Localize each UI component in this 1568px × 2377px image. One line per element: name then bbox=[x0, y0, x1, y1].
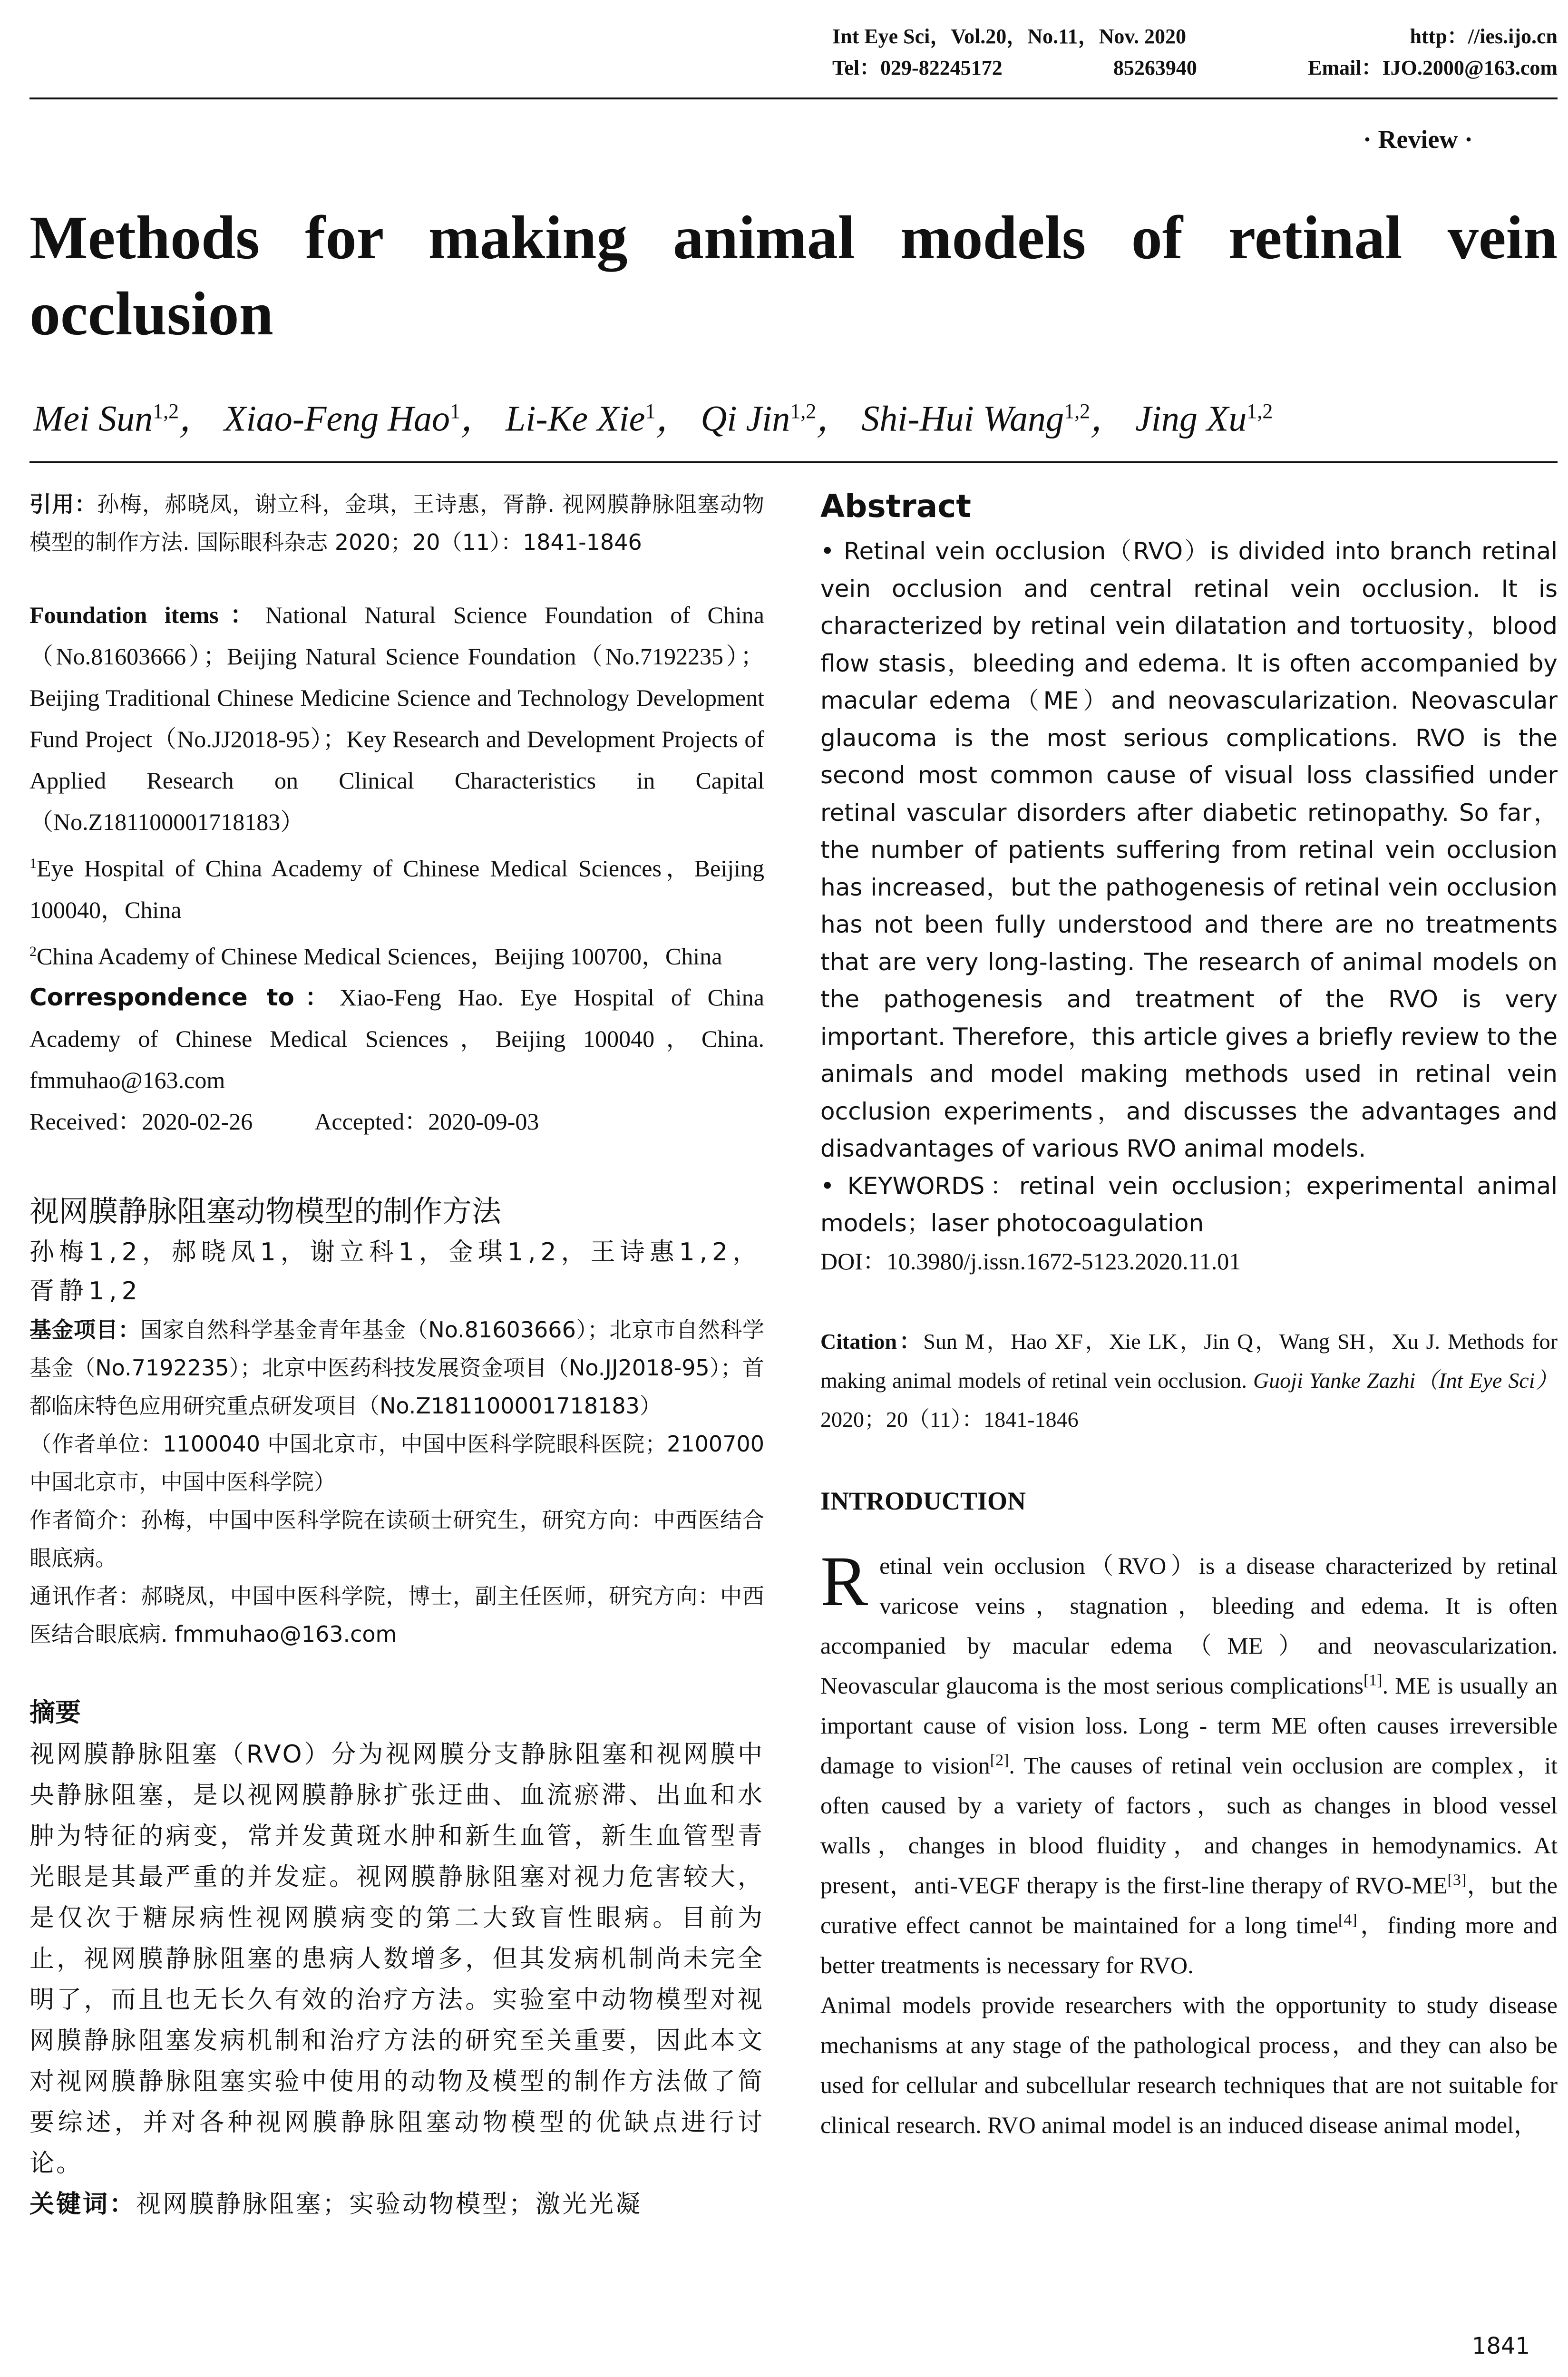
page-number: 1841 bbox=[1471, 2333, 1530, 2359]
doi[interactable]: DOI：10.3980/j.issn.1672-5123.2020.11.01 bbox=[820, 1247, 1241, 1275]
affiliation-2 bbox=[29, 931, 764, 977]
correspondence bbox=[29, 977, 764, 1101]
chinese-authors-line-1: 孙梅1,2，郝晓凤1，谢立科1，金琪1,2，王诗惠1,2， bbox=[29, 1238, 762, 1267]
affiliation-number: 2 bbox=[29, 943, 37, 959]
chinese-foundation-label: 基金项目： bbox=[29, 1317, 140, 1343]
chinese-citation-text: 孙梅，郝晓凤，谢立科，金琪，王诗惠，胥静. 视网膜静脉阻塞动物模型的制作方法. 国际眼科杂志 2020；20（11）：1841-1846 bbox=[29, 491, 765, 555]
reference-link[interactable]: [3] bbox=[1447, 1870, 1467, 1889]
abstract-text: • Retinal vein occlusion（RVO）is divided into branch retinal vein occlusion and central retinal vein occlusion. It is characterized by retinal vein dilatation and tortuosity，blood flow stasis，bleeding and edema. It is often accompanied by macular edema（ME）and neovascularization. Neovascular glaucoma is the most serious complications. RVO is the second most common cause of visual loss classified under retinal vascular disorders after diabetic retinopathy. So far，the number of patients suffering from retinal vein occlusion has increased，but the pathogenesis of retinal vein occlusion has not been fully understood and there are no treatments that are very long-lasting. The research of animal models on the pathogenesis and treatment of the RVO is very important. Therefore，this article gives a briefly review to the animals and model making methods used in retinal vein occlusion experiments，and discusses the advantages and disadvantages of various RVO animal models. bbox=[820, 537, 1558, 1162]
author: Shi-Hui Wang bbox=[861, 399, 1064, 439]
affiliation-1 bbox=[29, 843, 764, 931]
intro-text: . The causes of retinal vein occlusion are complex，it often caused by a variety of factors，such as changes in blood vessel walls，changes in blood fluidity，and changes in hemodynamics. At present，anti-VEGF therapy is the first-line therapy of RVO-ME bbox=[820, 1752, 1558, 1899]
author-affiliation: 1 bbox=[645, 399, 656, 423]
keywords: • KEYWORDS：retinal vein occlusion；experimental animal models；laser photocoagulation bbox=[820, 1172, 1558, 1237]
chinese-corresponding-author: 通讯作者：郝晓凤，中国中医科学院，博士，副主任医师，研究方向：中西医结合眼底病. fmmuhao@163.com bbox=[29, 1583, 764, 1647]
dates bbox=[29, 1101, 764, 1142]
journal-citation: Int Eye Sci，Vol.20，No.11，Nov. 2020 bbox=[832, 25, 1187, 48]
authors-rule bbox=[29, 461, 1558, 463]
author-affiliation: 1,2 bbox=[153, 399, 179, 423]
chinese-author-unit: （作者单位：1100040 中国北京市，中国中医科学院眼科医院；2100700 中国北京市，中国中医科学院） bbox=[29, 1431, 764, 1495]
author: Qi Jin bbox=[701, 399, 790, 439]
chinese-title: 视网膜静脉阻塞动物模型的制作方法 bbox=[29, 1194, 502, 1229]
header-line-2 bbox=[832, 52, 1558, 84]
chinese-citation-label: 引用： bbox=[29, 491, 97, 517]
journal-header bbox=[832, 21, 1558, 84]
affiliation-text: China Academy of Chinese Medical Sciences，Beijing 100700，China bbox=[37, 943, 722, 970]
author-affiliation: 1,2 bbox=[1247, 399, 1273, 423]
abstract-heading: Abstract bbox=[820, 488, 971, 525]
journal-tel: Tel：029-82245172 bbox=[832, 56, 1003, 79]
citation-journal: Guoji Yanke Zazhi（Int Eye Sci） bbox=[1253, 1368, 1558, 1393]
foundation-text: National Natural Science Foundation of China（No.81603666）；Beijing Natural Science Foundation（No.7192235）；Beijing Traditional Chinese Medicine Science and Technology Development Fund Project（No.JJ2018-95）；Key Research and Development Projects of Applied Research on Clinical Characteristics in Capital（No.Z181100001718183） bbox=[29, 602, 764, 835]
accepted-date: Accepted：2020-09-03 bbox=[314, 1108, 539, 1135]
citation bbox=[820, 1322, 1558, 1439]
chinese-foundation-text: 国家自然科学基金青年基金（No.81603666）；北京市自然科学基金（No.7192235）；北京中医药科技发展资金项目（No.JJ2018-95）；首都临床特色应用研究重点研发项目（No.Z181100001718183） bbox=[29, 1317, 765, 1419]
journal-tel-2: 85263940 bbox=[1113, 56, 1197, 79]
correspondence-label: Correspondence to： bbox=[29, 984, 340, 1012]
citation-label: Citation： bbox=[820, 1329, 924, 1354]
header-line-1 bbox=[832, 21, 1558, 52]
right-column bbox=[820, 485, 1558, 2145]
reference-link[interactable]: [4] bbox=[1338, 1910, 1357, 1929]
author-list: Mei Sun$^{1,2}$， Xiao-Feng Hao$^1$， Li-Ke Xie$^1$， Qi Jin$^{1,2}$， Shi-Hui Wang$^{1,2}$， Jing Xu$^{1,2}$ bbox=[33, 399, 1273, 439]
intro-text: . ME is usually an important cause of vision loss. Long - term ME often causes irreversible damage to vision bbox=[820, 1672, 1558, 1779]
article-type: · Review · bbox=[1363, 125, 1473, 154]
foundation-label: Foundation items： bbox=[29, 602, 265, 628]
intro-text: ，but the curative effect cannot be maintained for a long time bbox=[820, 1871, 1558, 1939]
journal-url[interactable]: http：//ies.ijo.cn bbox=[1410, 25, 1558, 48]
affiliation-text: Eye Hospital of China Academy of Chinese Medical Sciences，Beijing 100040，China bbox=[29, 855, 764, 923]
chinese-keywords bbox=[29, 2184, 764, 2225]
author-affiliation: 1,2 bbox=[1064, 399, 1091, 423]
foundation-items bbox=[29, 594, 764, 843]
author: Mei Sun bbox=[33, 399, 153, 439]
introduction-paragraph-1 bbox=[820, 1541, 1558, 1985]
header-rule bbox=[29, 97, 1558, 99]
chinese-abstract: 视网膜静脉阻塞（RVO）分为视网膜分支静脉阻塞和视网膜中央静脉阻塞，是以视网膜静脉扩张迂曲、血流瘀滞、出血和水肿为特征的病变，常并发黄斑水肿和新生血管，新生血管型青光眼是其最严重的并发症。视网膜静脉阻塞对视力危害较大，是仅次于糖尿病性视网膜病变的第二大致盲性眼病。目前为止，视网膜静脉阻塞的患病人数增多，但其发病机制尚未完全明了，而且也无长久有效的治疗方法。实验室中动物模型对视网膜静脉阻塞发病机制和治疗方法的研究至关重要，因此本文对视网膜静脉阻塞实验中使用的动物及模型的制作方法做了简要综述，并对各种视网膜静脉阻塞动物模型的优缺点进行讨论。 bbox=[29, 1740, 764, 2178]
chinese-author-bio: 作者简介：孙梅，中国中医科学院在读硕士研究生，研究方向：中西医结合眼底病。 bbox=[29, 1507, 764, 1571]
chinese-abstract-heading: 摘要 bbox=[29, 1697, 81, 1728]
author-affiliation: 1 bbox=[450, 399, 461, 423]
author-affiliation: 1,2 bbox=[790, 399, 817, 423]
chinese-foundation bbox=[29, 1311, 764, 1425]
drop-cap: R bbox=[820, 1541, 868, 1621]
citation-tail: 2020；20（11）：1841-1846 bbox=[820, 1407, 1079, 1432]
author: Jing Xu bbox=[1135, 399, 1247, 439]
intro-text: etinal vein occlusion（RVO）is a disease characterized by retinal varicose veins，stagnation，bleeding and edema. It is often accompanied by macular edema（ME）and neovascularization. Neovascular glaucoma is the most serious complications bbox=[820, 1552, 1558, 1699]
chinese-authors-line-2: 胥静1,2 bbox=[29, 1277, 142, 1306]
reference-link[interactable]: [1] bbox=[1363, 1671, 1383, 1689]
journal-email[interactable]: Email：IJO.2000@163.com bbox=[1308, 56, 1558, 79]
left-column bbox=[29, 485, 764, 2225]
citation-text: Sun M，Hao XF，Xie LK，Jin Q，Wang SH，Xu J. Methods for making animal models of retinal vein occlusion. bbox=[820, 1329, 1558, 1393]
chinese-citation bbox=[29, 485, 764, 561]
introduction-heading: INTRODUCTION bbox=[820, 1486, 1026, 1515]
intro-text: ，finding more and better treatments is necessary for RVO. bbox=[820, 1911, 1558, 1978]
reference-link[interactable]: [2] bbox=[990, 1751, 1009, 1769]
received-date: Received：2020-02-26 bbox=[29, 1108, 253, 1135]
chinese-keywords-label: 关键词： bbox=[29, 2190, 136, 2219]
author: Xiao-Feng Hao bbox=[224, 399, 450, 439]
article-title: Methods for making animal models of retinal vein occlusion bbox=[29, 204, 1558, 348]
chinese-keywords-text: 视网膜静脉阻塞；实验动物模型；激光光凝 bbox=[136, 2190, 643, 2219]
correspondence-text: Xiao-Feng Hao. Eye Hospital of China Academy of Chinese Medical Sciences，Beijing 100040，China. fmmuhao@163.com bbox=[29, 984, 764, 1094]
author: Li-Ke Xie bbox=[506, 399, 645, 439]
chinese-authors bbox=[29, 1233, 764, 1311]
introduction-paragraph-2: Animal models provide researchers with the opportunity to study disease mechanisms at any stage of the pathological process，and they can also be used for cellular and subcellular research techniques that are not suitable for clinical research. RVO animal model is an induced disease animal model， bbox=[820, 1991, 1558, 2138]
affiliation-number: 1 bbox=[29, 856, 37, 871]
